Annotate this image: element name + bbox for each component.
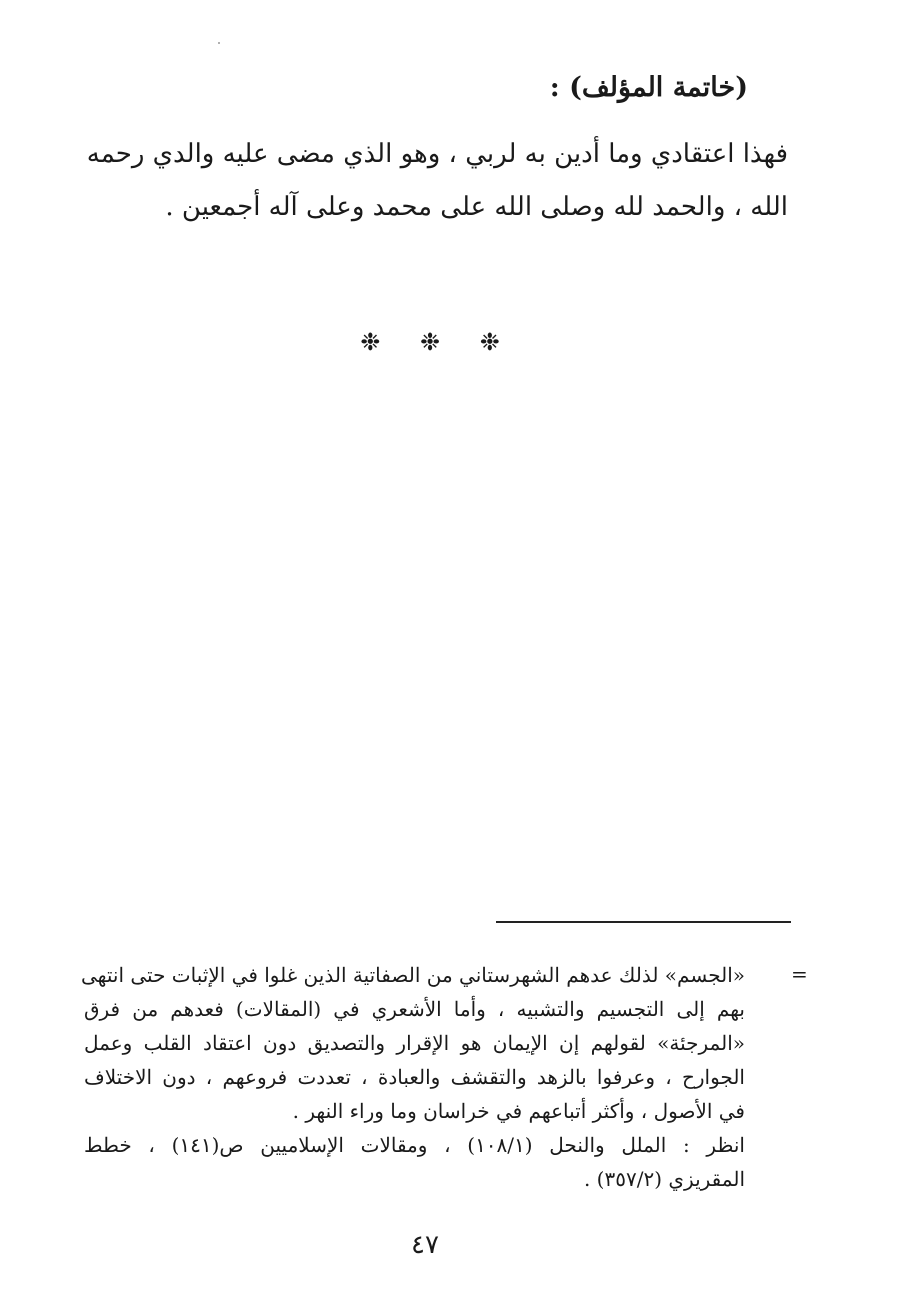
footnote-divider [496, 921, 791, 923]
paragraph-line: فهذا اعتقادي وما أدين به لربي ، وهو الذي مضى عليه والدي رحمه [86, 139, 788, 169]
paragraph-line: الله ، والحمد لله وصلى الله على محمد وعلى آله أجمعين . [165, 192, 788, 222]
star-ornament: ❉ [360, 328, 381, 356]
page-number: ٤٧ [411, 1230, 439, 1260]
footnote-line: «المرجئة» لقولهم إن الإيمان هو الإقرار والتصديق دون اعتقاد القلب وعمل [84, 1031, 745, 1055]
footnote-line: الجوارح ، وعرفوا بالزهد والتقشف والعبادة ، تعددت فروعهم ، دون الاختلاف [84, 1065, 745, 1089]
section-separator [0, 328, 860, 356]
star-ornament: ❉ [479, 328, 500, 356]
footnote-line: «الجسم» لذلك عدهم الشهرستاني من الصفاتية الذين غلوا في الإثبات حتى انتهى [80, 963, 745, 987]
footnote-line: بهم إلى التجسيم والتشبيه ، وأما الأشعري في (المقالات) فعدهم من فرق [84, 997, 745, 1021]
scan-speck [218, 42, 220, 44]
footnote-line: انظر : الملل والنحل (١٠٨/١) ، ومقالات الإسلاميين ص(١٤١) ، خطط [84, 1133, 745, 1157]
star-ornament: ❉ [419, 328, 441, 356]
footnote-continuation-mark: = [791, 962, 808, 986]
main-paragraph [72, 128, 788, 234]
footnotes [80, 958, 745, 1196]
section-heading: (خاتمة المؤلف) : [549, 72, 748, 103]
footnote-line: في الأصول ، وأكثر أتباعهم في خراسان وما وراء النهر . [292, 1099, 745, 1123]
footnote-line: المقريزي (٣٥٧/٢) . [583, 1167, 745, 1191]
